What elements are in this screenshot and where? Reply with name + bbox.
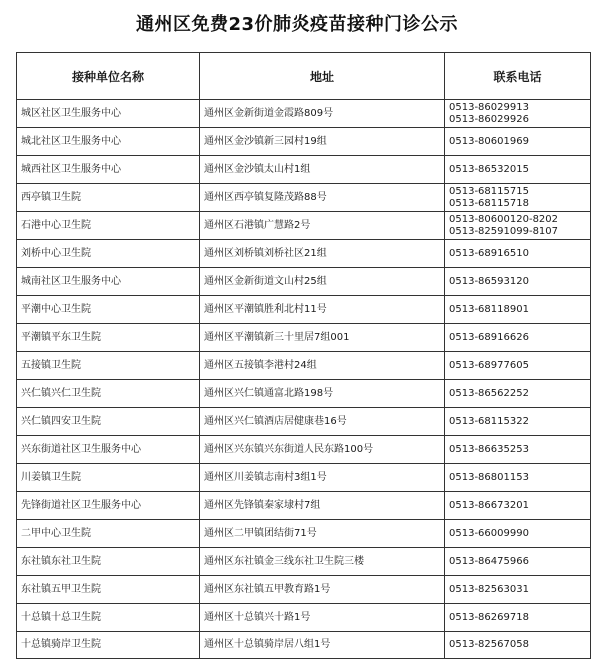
address-cell: 通州区东社镇金三线东社卫生院三楼: [200, 548, 445, 576]
phone-number: 0513-86562252: [449, 387, 529, 399]
phone-cell: [445, 576, 591, 604]
address-cell: 通州区十总镇骑岸居八组1号: [200, 632, 445, 659]
clinic-table: [16, 52, 591, 659]
table-row: [17, 156, 591, 184]
address-cell: 通州区刘桥镇刘桥社区21组: [200, 240, 445, 268]
address-cell: 通州区五接镇李港村24组: [200, 352, 445, 380]
phone-cell: [445, 296, 591, 324]
phone-cell: [445, 184, 591, 212]
clinic-name-cell: 兴东街道社区卫生服务中心: [17, 436, 200, 464]
clinic-name-cell: 石港中心卫生院: [17, 212, 200, 240]
table-row: [17, 548, 591, 576]
address-cell: 通州区兴仁镇通富北路198号: [200, 380, 445, 408]
clinic-name-cell: 先锋街道社区卫生服务中心: [17, 492, 200, 520]
table-row: [17, 212, 591, 240]
clinic-name-cell: 东社镇五甲卫生院: [17, 576, 200, 604]
clinic-name-cell: 二甲中心卫生院: [17, 520, 200, 548]
phone-number: 0513-82591099-8107: [449, 225, 559, 237]
table-row: [17, 464, 591, 492]
address-cell: 通州区二甲镇团结街71号: [200, 520, 445, 548]
phone-number: 0513-86532015: [449, 163, 529, 175]
phone-number: 0513-86593120: [449, 275, 529, 287]
address-cell: 通州区兴仁镇酒店居健康巷16号: [200, 408, 445, 436]
phone-cell: [445, 492, 591, 520]
table-row: [17, 100, 591, 128]
table-row: [17, 352, 591, 380]
table-row: [17, 324, 591, 352]
address-cell: 通州区西亭镇复隆茂路88号: [200, 184, 445, 212]
address-cell: 通州区川姜镇志南村3组1号: [200, 464, 445, 492]
table-row: [17, 408, 591, 436]
phone-number: 0513-86475966: [449, 555, 529, 567]
phone-cell: [445, 520, 591, 548]
phone-cell: [445, 324, 591, 352]
table-row: [17, 492, 591, 520]
phone-cell: [445, 632, 591, 659]
address-cell: 通州区平潮镇胜利北村11号: [200, 296, 445, 324]
phone-number: 0513-68916626: [449, 331, 529, 343]
phone-number: 0513-66009990: [449, 527, 529, 539]
clinic-name-cell: 城南社区卫生服务中心: [17, 268, 200, 296]
header-clinic-name: 接种单位名称: [17, 53, 200, 100]
phone-number: 0513-86029913: [449, 101, 529, 113]
phone-number: 0513-82567058: [449, 639, 529, 650]
table-header-row: [17, 53, 591, 100]
table-body: [17, 100, 591, 659]
phone-number: 0513-86635253: [449, 443, 529, 455]
clinic-name-cell: 十总镇骑岸卫生院: [17, 632, 200, 659]
phone-number: 0513-86029926: [449, 113, 529, 125]
phone-number: 0513-68977605: [449, 359, 529, 371]
phone-cell: [445, 240, 591, 268]
clinic-name-cell: 城西社区卫生服务中心: [17, 156, 200, 184]
address-cell: 通州区东社镇五甲教育路1号: [200, 576, 445, 604]
address-cell: 通州区金沙镇太山村1组: [200, 156, 445, 184]
phone-cell: [445, 352, 591, 380]
clinic-name-cell: 兴仁镇兴仁卫生院: [17, 380, 200, 408]
table-row: [17, 380, 591, 408]
phone-number: 0513-68118901: [449, 303, 529, 315]
phone-cell: [445, 464, 591, 492]
phone-cell: [445, 604, 591, 632]
address-cell: 通州区石港镇广慧路2号: [200, 212, 445, 240]
phone-number: 0513-68115322: [449, 415, 529, 427]
address-cell: 通州区兴东镇兴东街道人民东路100号: [200, 436, 445, 464]
address-cell: 通州区平潮镇新三十里居7组001: [200, 324, 445, 352]
address-cell: 通州区金沙镇新三园村19组: [200, 128, 445, 156]
table-row: [17, 436, 591, 464]
clinic-name-cell: 五接镇卫生院: [17, 352, 200, 380]
phone-number: 0513-68916510: [449, 247, 529, 259]
clinic-name-cell: 刘桥中心卫生院: [17, 240, 200, 268]
table-row: [17, 296, 591, 324]
clinic-name-cell: 川姜镇卫生院: [17, 464, 200, 492]
header-address: 地址: [200, 53, 445, 100]
table-row: [17, 632, 591, 659]
phone-cell: [445, 268, 591, 296]
clinic-name-cell: 东社镇东社卫生院: [17, 548, 200, 576]
phone-number: 0513-80600120-8202: [449, 213, 559, 225]
phone-number: 0513-68115718: [449, 197, 529, 209]
header-phone: 联系电话: [445, 53, 591, 100]
table-row: [17, 184, 591, 212]
address-cell: 通州区金新街道金霞路809号: [200, 100, 445, 128]
clinic-name-cell: 十总镇十总卫生院: [17, 604, 200, 632]
clinic-name-cell: 城北社区卫生服务中心: [17, 128, 200, 156]
phone-cell: [445, 548, 591, 576]
phone-number: 0513-86269718: [449, 611, 529, 623]
clinic-name-cell: 平潮镇平东卫生院: [17, 324, 200, 352]
clinic-name-cell: 西亭镇卫生院: [17, 184, 200, 212]
clinic-name-cell: 平潮中心卫生院: [17, 296, 200, 324]
phone-number: 0513-82563031: [449, 583, 529, 595]
phone-cell: [445, 436, 591, 464]
phone-number: 0513-68115715: [449, 185, 529, 197]
phone-number: 0513-86801153: [449, 471, 529, 483]
table-row: [17, 604, 591, 632]
phone-cell: [445, 128, 591, 156]
phone-number: 0513-86673201: [449, 499, 529, 511]
phone-cell: [445, 212, 591, 240]
address-cell: 通州区十总镇兴十路1号: [200, 604, 445, 632]
clinic-name-cell: 城区社区卫生服务中心: [17, 100, 200, 128]
address-cell: 通州区先锋镇秦家埭村7组: [200, 492, 445, 520]
phone-number: 0513-80601969: [449, 135, 529, 147]
clinic-name-cell: 兴仁镇四安卫生院: [17, 408, 200, 436]
phone-cell: [445, 380, 591, 408]
table-row: [17, 240, 591, 268]
phone-cell: [445, 156, 591, 184]
page-title: 通州区免费23价肺炎疫苗接种门诊公示: [135, 14, 459, 35]
table-row: [17, 520, 591, 548]
phone-cell: [445, 408, 591, 436]
phone-cell: [445, 100, 591, 128]
table-row: [17, 268, 591, 296]
table-row: [17, 576, 591, 604]
address-cell: 通州区金新街道文山村25组: [200, 268, 445, 296]
table-row: [17, 128, 591, 156]
